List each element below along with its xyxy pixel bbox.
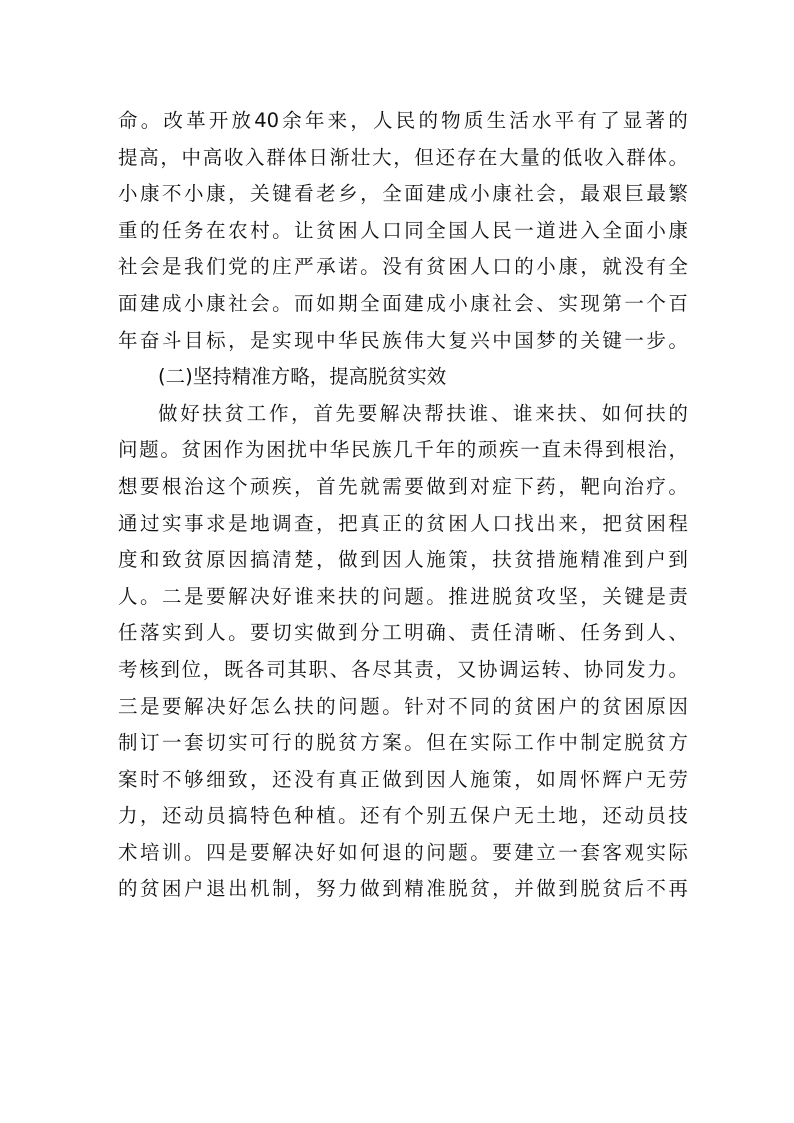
paragraph-line: 想 要 根 治 这 个 顽 疾 ， 首 先 就 需 要 做 到 对 症 下 药 ， 靶 向 治 疗 。 [118, 474, 688, 498]
paragraph-line: 做 好 扶 贫 工 作 ， 首 先 要 解 决 帮 扶 谁 、 谁 来 扶 、 如 何 扶 的 [158, 401, 688, 425]
paragraph-line: 力 ， 还 动 员 搞 特 色 种 植 。 还 有 个 别 五 保 户 无 土 地 ， 还 动 员 技 [118, 804, 688, 828]
paragraph-line: 考 核 到 位 ， 既 各 司 其 职 、 各 尽 其 责 ， 又 协 调 运 转 、 协 同 发 力 。 [118, 657, 688, 681]
paragraph-line: 的 贫 困 户 退 出 机 制 ， 努 力 做 到 精 准 脱 贫 ， 并 做 到 脱 贫 后 不 再 [118, 877, 688, 901]
paragraph-line: 重 的 任 务 在 农 村 。 让 贫 困 人 口 同 全 国 人 民 一 道 进 入 全 面 小 康 [118, 218, 688, 242]
paragraph-line: 命 。 改 革 开 放 40 余 年 来 ， 人 民 的 物 质 生 活 水 平 有 了 显 著 的 [118, 109, 688, 132]
paragraph-line: 人 。 二 是 要 解 决 好 谁 来 扶 的 问 题 。 推 进 脱 贫 攻 坚 ， 关 键 是 责 [118, 584, 688, 608]
paragraph-line: 案 时 不 够 细 致 ， 还 没 有 真 正 做 到 因 人 施 策 ， 如 周 怀 辉 户 无 劳 [118, 767, 688, 791]
paragraph-line: 度 和 致 贫 原 因 搞 清 楚 ， 做 到 因 人 施 策 ， 扶 贫 措 施 精 准 到 户 到 [118, 548, 688, 572]
paragraph-line: 小 康 不 小 康 ， 关 键 看 老 乡 ， 全 面 建 成 小 康 社 会 ， 最 艰 巨 最 繁 [118, 182, 688, 206]
paragraph-line: 提 高 ， 中 高 收 入 群 体 日 渐 壮 大 ， 但 还 存 在 大 量 的 低 收 入 群 体 。 [118, 145, 688, 169]
paragraph-line: 问 题 。 贫 困 作 为 困 扰 中 华 民 族 几 千 年 的 顽 疾 一 直 未 得 到 根 治 ， [118, 438, 688, 462]
paragraph-line: 制 订 一 套 切 实 可 行 的 脱 贫 方 案 。 但 在 实 际 工 作 中 制 定 脱 贫 方 [118, 731, 688, 755]
paragraph-line: 任 落 实 到 人 。 要 切 实 做 到 分 工 明 确 、 责 任 清 晰 、 任 务 到 人 、 [118, 621, 688, 645]
section-heading: (二)坚持精准方略，提高脱贫实效 [158, 365, 447, 389]
document-page [118, 103, 688, 908]
paragraph-line: 年 奋 斗 目 标 ， 是 实 现 中 华 民 族 伟 大 复 兴 中 国 梦 的 关 键 一 步 。 [118, 328, 688, 352]
paragraph-line: 术 培 训 。 四 是 要 解 决 好 如 何 退 的 问 题 。 要 建 立 一 套 客 观 实 际 [118, 840, 688, 864]
paragraph-line: 通 过 实 事 求 是 地 调 查 ， 把 真 正 的 贫 困 人 口 找 出 来 ， 把 贫 困 程 [118, 511, 688, 535]
paragraph-line: 三 是 要 解 决 好 怎 么 扶 的 问 题 。 针 对 不 同 的 贫 困 户 的 贫 困 原 因 [118, 694, 688, 718]
paragraph-line: 社 会 是 我 们 党 的 庄 严 承 诺 。 没 有 贫 困 人 口 的 小 康 ， 就 没 有 全 [118, 255, 688, 279]
paragraph-line: 面 建 成 小 康 社 会 。 而 如 期 全 面 建 成 小 康 社 会 、 实 现 第 一 个 百 [118, 291, 688, 315]
